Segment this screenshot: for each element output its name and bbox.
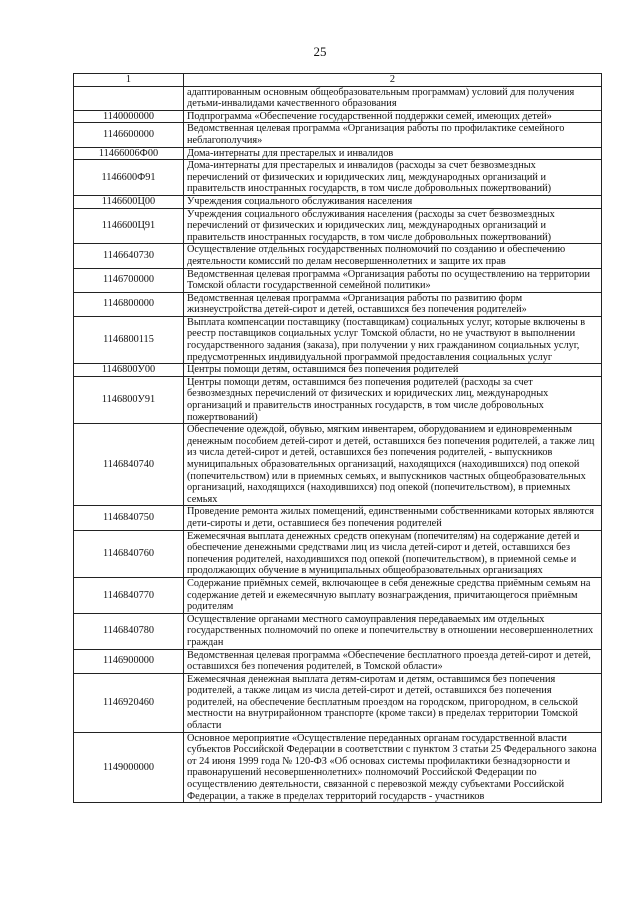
row-code: 1146840780 — [74, 613, 184, 649]
table-row — [74, 364, 602, 377]
row-code: 1146920460 — [74, 673, 184, 732]
row-description: Ежемесячная денежная выплата детям-сиротам и детям, оставшимся без попечения родителей, а также лицам из числа детей-сирот и детей, оставшихся без попечения родителей, на обеспечение бесплатным проездом на городском, пригородном, в сельской местности на внутрирайонном транспорте (кроме такси) в пределах территории Томской области — [184, 673, 602, 732]
row-description: Выплата компенсации поставщику (поставщикам) социальных услуг, которые включены в реестр поставщиков социальных услуг Томской области, но не участвуют в выполнении государственного задания (заказа), при получении у них гражданином социальных услуг, предусмотренных индивидуальной программой предоставления социальных услуг — [184, 316, 602, 363]
table-row — [74, 195, 602, 208]
table-row — [74, 506, 602, 530]
table-header-row — [74, 74, 602, 87]
table-row — [74, 376, 602, 423]
row-description: Осуществление органами местного самоуправления передаваемых им отдельных государственных полномочий по опеке и попечительству в отношении несовершеннолетних граждан — [184, 613, 602, 649]
row-code: 1146600Ф91 — [74, 160, 184, 196]
row-description: Ежемесячная выплата денежных средств опекунам (попечителям) на содержание детей и обеспечение денежными средствами лиц из числа детей-сирот и детей, оставшихся без попечения родителей, находившихся под опекой (попечительством), в приемной семье и продолжающих обучение в муниципальных общеобразовательных организациях — [184, 530, 602, 577]
row-code: 1146800У00 — [74, 364, 184, 377]
row-code: 1146800У91 — [74, 376, 184, 423]
row-code: 1146600Ц00 — [74, 195, 184, 208]
row-code — [74, 86, 184, 110]
table-row — [74, 147, 602, 160]
table-row — [74, 613, 602, 649]
row-description: адаптированным основным общеобразовательным программам) условий для получения детьми-инвалидами качественного образования — [184, 86, 602, 110]
row-code: 1146840760 — [74, 530, 184, 577]
row-description: Проведение ремонта жилых помещений, единственными собственниками которых являются дети-сироты и дети, оставшиеся без попечения родителей — [184, 506, 602, 530]
table-row — [74, 316, 602, 363]
page-number: 25 — [313, 44, 327, 59]
table-row — [74, 110, 602, 123]
table-body — [74, 86, 602, 803]
row-description: Осуществление отдельных государственных полномочий по созданию и обеспечению деятельности комиссий по делам несовершеннолетних и защите их прав — [184, 244, 602, 268]
table-row — [74, 424, 602, 506]
row-description: Обеспечение одеждой, обувью, мягким инвентарем, оборудованием и единовременным денежным пособием детей-сирот и детей, оставшихся без попечения родителей, а также лиц из числа детей-сирот и детей, оставшихся без попечения родителей, - выпускников муниципальных образовательных организаций, находящихся (находившихся) под опекой (попечительством) или в приемных семьях, и выпускников частных общеобразовательных организаций, находящихся (находившихся) под опекой (попечительством), в приемных семьях — [184, 424, 602, 506]
row-code: 1146800000 — [74, 292, 184, 316]
row-code: 1146640730 — [74, 244, 184, 268]
row-code: 1146800115 — [74, 316, 184, 363]
table-row — [74, 649, 602, 673]
table-row — [74, 123, 602, 147]
table-row — [74, 673, 602, 732]
row-code: 1146600Ц91 — [74, 208, 184, 244]
table-row — [74, 244, 602, 268]
column-header-code: 1 — [74, 74, 184, 87]
row-code: 1146700000 — [74, 268, 184, 292]
table-row — [74, 732, 602, 803]
row-description: Дома-интернаты для престарелых и инвалидов (расходы за счет безвозмездных перечислений от физических и юридических лиц, международных организаций и правительств иностранных государств, в том числе добровольных пожертвований) — [184, 160, 602, 196]
column-header-description: 2 — [184, 74, 602, 87]
row-description: Учреждения социального обслуживания населения (расходы за счет безвозмездных перечислений от физических и юридических лиц, международных организаций и правительств иностранных государств, в том числе добровольных пожертвований) — [184, 208, 602, 244]
table-row — [74, 530, 602, 577]
row-code: 11466006Ф00 — [74, 147, 184, 160]
table-row — [74, 160, 602, 196]
row-description: Ведомственная целевая программа «Организация работы по профилактике семейного неблагополучия» — [184, 123, 602, 147]
row-code: 1146600000 — [74, 123, 184, 147]
row-description: Дома-интернаты для престарелых и инвалидов — [184, 147, 602, 160]
row-description: Ведомственная целевая программа «Организация работы по развитию форм жизнеустройства детей-сирот и детей, оставшихся без попечения родителей» — [184, 292, 602, 316]
row-code: 1146840740 — [74, 424, 184, 506]
table-row — [74, 86, 602, 110]
row-code: 1146900000 — [74, 649, 184, 673]
row-description: Содержание приёмных семей, включающее в себя денежные средства приёмным семьям на содержание детей и ежемесячную выплату вознаграждения, причитающегося приёмным родителям — [184, 577, 602, 613]
row-code: 1146840770 — [74, 577, 184, 613]
row-description: Центры помощи детям, оставшимся без попечения родителей (расходы за счет безвозмездных перечислений от физических и юридических лиц, международных организаций и правительств иностранных государств, в том числе добровольных пожертвований) — [184, 376, 602, 423]
table-row — [74, 268, 602, 292]
budget-classification-table — [73, 73, 602, 803]
row-description: Подпрограмма «Обеспечение государственной поддержки семей, имеющих детей» — [184, 110, 602, 123]
table-row — [74, 208, 602, 244]
row-code: 1149000000 — [74, 732, 184, 803]
row-description: Ведомственная целевая программа «Обеспечение бесплатного проезда детей-сирот и детей, оставшихся без попечения родителей, в Томской области» — [184, 649, 602, 673]
row-description: Ведомственная целевая программа «Организация работы по осуществлению на территории Томской области государственной семейной политики» — [184, 268, 602, 292]
row-code: 1146840750 — [74, 506, 184, 530]
table-row — [74, 292, 602, 316]
row-description: Основное мероприятие «Осуществление переданных органам государственной власти субъектов Российской Федерации в соответствии с пунктом 3 статьи 25 Федерального закона от 24 июня 1999 года № 120-ФЗ «Об основах системы профилактики безнадзорности и правонарушений несовершеннолетних» полномочий Российской Федерации по осуществлению деятельности, связанной с перевозкой между субъектами Российской Федерации, а также в пределах территорий государств - участников — [184, 732, 602, 803]
row-description: Учреждения социального обслуживания населения — [184, 195, 602, 208]
table-row — [74, 577, 602, 613]
row-code: 1140000000 — [74, 110, 184, 123]
row-description: Центры помощи детям, оставшимся без попечения родителей — [184, 364, 602, 377]
